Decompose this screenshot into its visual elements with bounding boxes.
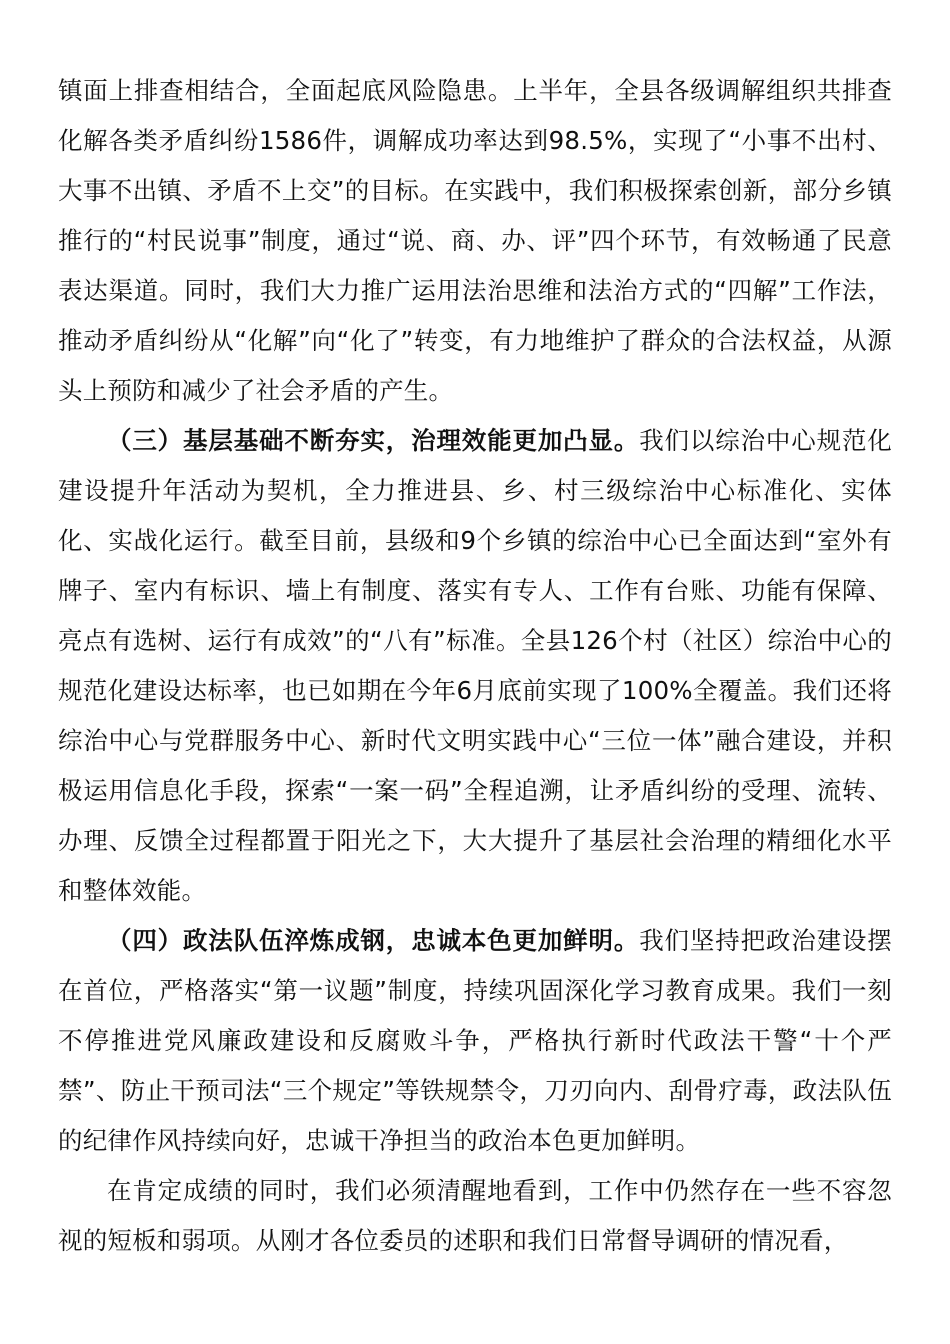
- section-heading: （三）基层基础不断夯实，治理效能更加凸显。: [107, 426, 640, 455]
- paragraph-section-four: [58, 916, 892, 1166]
- paragraph-shortcomings: [58, 1166, 892, 1266]
- paragraph-continuation: [58, 66, 892, 416]
- paragraph-text: 在肯定成绩的同时，我们必须清醒地看到，工作中仍然存在一些不容忽视的短板和弱项。从刚才各位委员的述职和我们日常督导调研的情况看，: [58, 1176, 892, 1255]
- paragraph-text: 我们坚持把政治建设摆在首位，严格落实“第一议题”制度，持续巩固深化学习教育成果。我们一刻不停推进党风廉政建设和反腐败斗争，严格执行新时代政法干警“十个严禁”、防止干预司法“三个规定”等铁规禁令，刀刃向内、刮骨疗毒，政法队伍的纪律作风持续向好，忠诚干净担当的政治本色更加鲜明。: [58, 926, 893, 1155]
- document-page: [58, 66, 892, 1266]
- paragraph-section-three: [58, 416, 892, 916]
- section-heading: （四）政法队伍淬炼成钢，忠诚本色更加鲜明。: [107, 926, 640, 955]
- paragraph-text: 我们以综治中心规范化建设提升年活动为契机，全力推进县、乡、村三级综治中心标准化、实体化、实战化运行。截至目前，县级和9个乡镇的综治中心已全面达到“室外有牌子、室内有标识、墙上有制度、落实有专人、工作有台账、功能有保障、亮点有选树、运行有成效”的“八有”标准。全县126个村（社区）综治中心的规范化建设达标率，也已如期在今年6月底前实现了100%全覆盖。我们还将综治中心与党群服务中心、新时代文明实践中心“三位一体”融合建设，并积极运用信息化手段，探索“一案一码”全程追溯，让矛盾纠纷的受理、流转、办理、反馈全过程都置于阳光之下，大大提升了基层社会治理的精细化水平和整体效能。: [58, 426, 893, 905]
- paragraph-text: 镇面上排查相结合，全面起底风险隐患。上半年，全县各级调解组织共排查化解各类矛盾纠纷1586件，调解成功率达到98.5%，实现了“小事不出村、大事不出镇、矛盾不上交”的目标。在实践中，我们积极探索创新，部分乡镇推行的“村民说事”制度，通过“说、商、办、评”四个环节，有效畅通了民意表达渠道。同时，我们大力推广运用法治思维和法治方式的“四解”工作法，推动矛盾纠纷从“化解”向“化了”转变，有力地维护了群众的合法权益，从源头上预防和减少了社会矛盾的产生。: [58, 76, 892, 405]
